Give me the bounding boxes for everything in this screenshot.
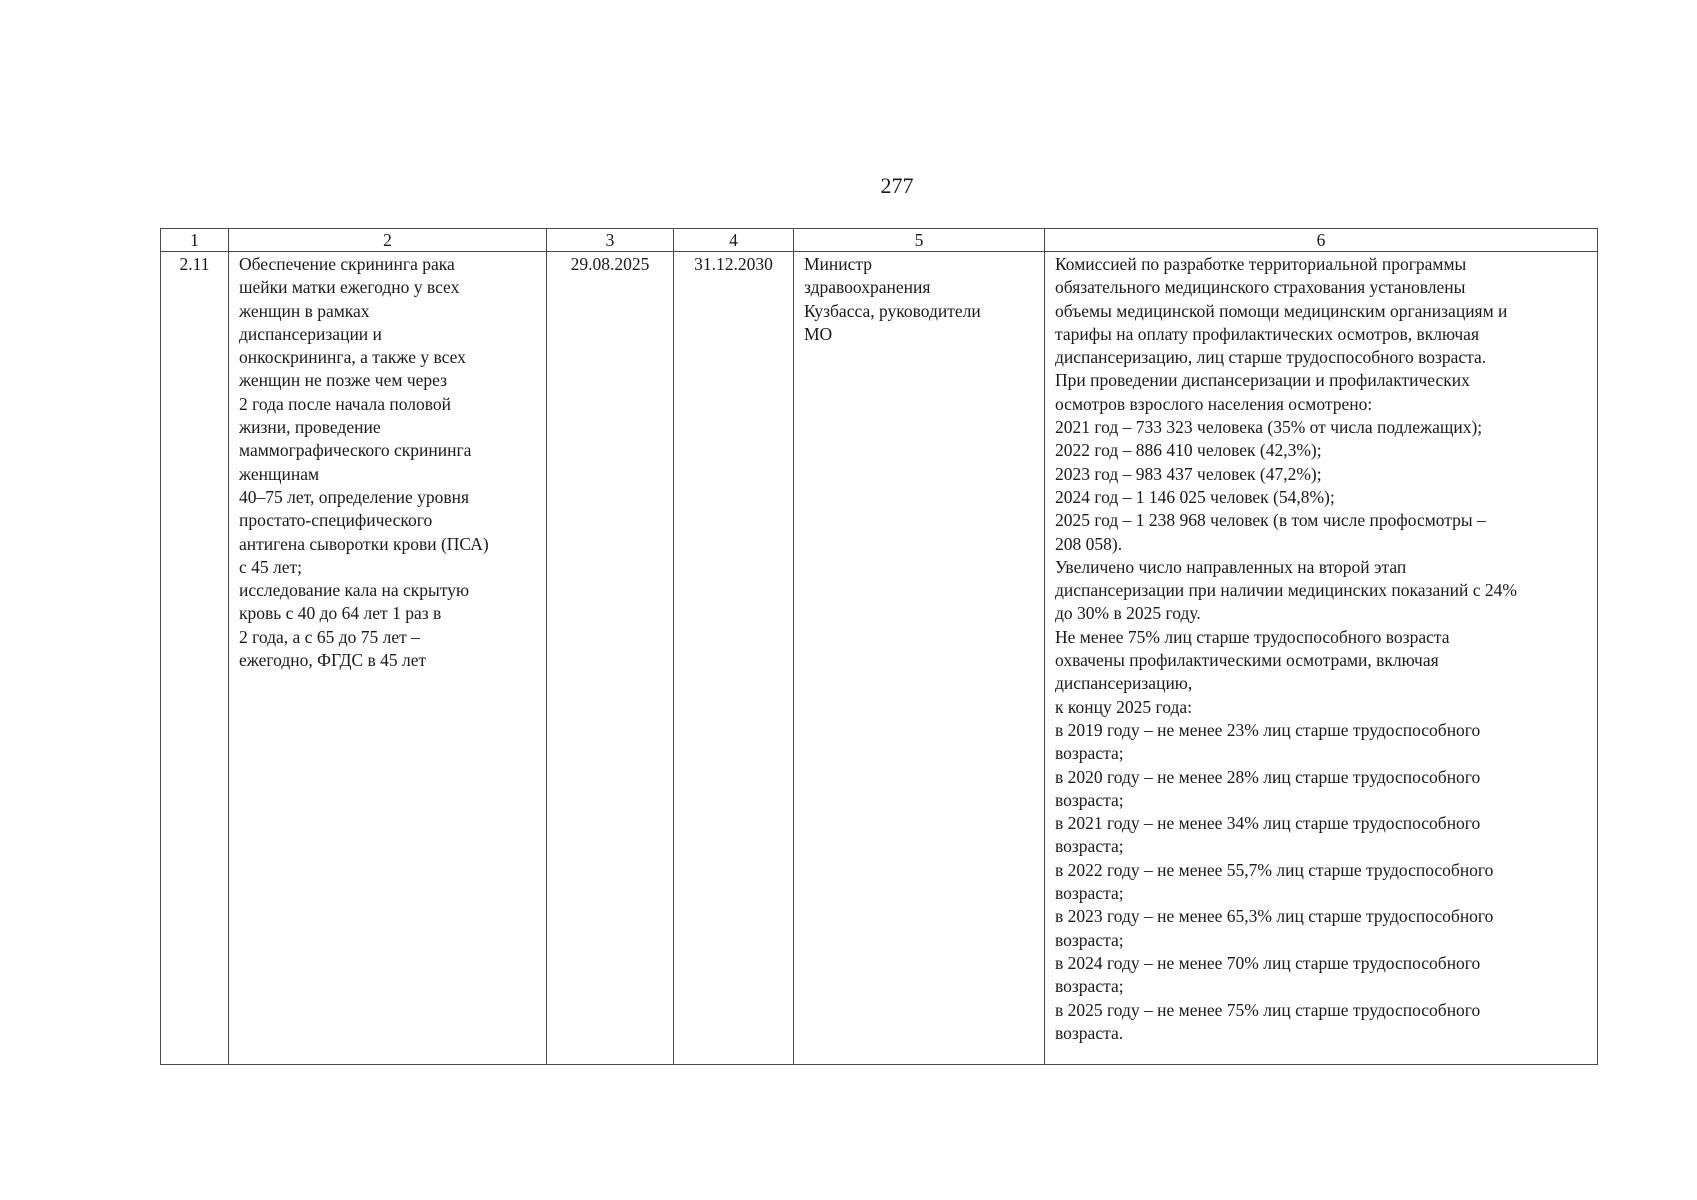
measure-text-line: женщин не позже чем через — [239, 370, 448, 391]
result-text-line: возраста. — [1055, 1022, 1124, 1043]
responsible-text-line: Кузбасса, руководители — [804, 300, 981, 321]
table-row — [161, 252, 1598, 1065]
result-text-line: в 2025 году – не менее 75% лиц старше трудоспособного — [1055, 999, 1481, 1020]
result-text-line: возраста; — [1055, 836, 1124, 857]
column-number-header: 3 — [547, 229, 674, 252]
result-text-line: диспансеризации при наличии медицинских показаний с 24% — [1055, 580, 1517, 601]
row-number-cell: 2.11 — [161, 252, 229, 1065]
start-date-cell: 29.08.2025 — [547, 252, 674, 1065]
result-text-line: осмотров взрослого населения осмотрено: — [1055, 393, 1373, 414]
end-date-cell: 31.12.2030 — [674, 252, 794, 1065]
result-text-line: диспансеризацию, лиц старше трудоспособного возраста. — [1055, 347, 1487, 368]
measure-text-line: женщинам — [239, 463, 320, 484]
measure-text-line: ежегодно, ФГДС в 45 лет — [239, 650, 427, 671]
result-text-line: 2022 год – 886 410 человек (42,3%); — [1055, 440, 1322, 461]
responsible-text — [804, 253, 1034, 346]
result-text-line: возраста; — [1055, 929, 1124, 950]
measure-text-line: кровь с 40 до 64 лет 1 раз в — [239, 603, 442, 624]
measure-text-line: 40–75 лет, определение уровня — [239, 486, 470, 507]
result-text-line: диспансеризацию, — [1055, 673, 1193, 694]
result-cell — [1045, 252, 1598, 1065]
result-text-line: объемы медицинской помощи медицинским организациям и — [1055, 300, 1508, 321]
result-text-line: возраста; — [1055, 883, 1124, 904]
measure-text-line: женщин в рамках — [239, 300, 370, 321]
result-text-line: 2023 год – 983 437 человек (47,2%); — [1055, 463, 1322, 484]
measure-text-line: шейки матки ежегодно у всех — [239, 277, 460, 298]
result-text-line: обязательного медицинского страхования установлены — [1055, 277, 1466, 298]
result-text-line: 2021 год – 733 323 человека (35% от числа подлежащих); — [1055, 417, 1483, 438]
result-text-line: 2025 год – 1 238 968 человек (в том числе профосмотры – — [1055, 510, 1486, 531]
measure-text-line: Обеспечение скрининга рака — [239, 254, 455, 274]
result-text-line: до 30% в 2025 году. — [1055, 603, 1201, 624]
result-text-line: возраста; — [1055, 789, 1124, 810]
column-number-header: 1 — [161, 229, 229, 252]
result-text-line: Не менее 75% лиц старше трудоспособного возраста — [1055, 626, 1450, 647]
result-text-line: возраста; — [1055, 976, 1124, 997]
column-number-header: 5 — [794, 229, 1045, 252]
measure-text-line: простато-специфического — [239, 510, 433, 531]
table-header-row — [161, 229, 1598, 252]
result-text-line: 208 058). — [1055, 533, 1123, 554]
result-text-line: тарифы на оплату профилактических осмотров, включая — [1055, 323, 1479, 344]
responsible-text-line: МО — [804, 323, 833, 344]
column-number-header: 4 — [674, 229, 794, 252]
measure-text-line: жизни, проведение — [239, 417, 381, 438]
result-text-line: 2024 год – 1 146 025 человек (54,8%); — [1055, 486, 1335, 507]
column-number-header: 2 — [229, 229, 547, 252]
measure-text — [239, 253, 536, 672]
result-text-line: Увеличено число направленных на второй этап — [1055, 556, 1407, 577]
result-text-line: в 2024 году – не менее 70% лиц старше трудоспособного — [1055, 952, 1481, 973]
measures-table — [160, 228, 1598, 1065]
result-text-line: в 2020 году – не менее 28% лиц старше трудоспособного — [1055, 766, 1481, 787]
page-number: 277 — [880, 173, 914, 198]
measure-text-line: антигена сыворотки крови (ПСА) — [239, 533, 489, 554]
column-number-header: 6 — [1045, 229, 1598, 252]
result-text-line: в 2023 году – не менее 65,3% лиц старше трудоспособного — [1055, 906, 1494, 927]
measure-text-line: 2 года, а с 65 до 75 лет – — [239, 626, 420, 647]
result-text-line: в 2019 году – не менее 23% лиц старше трудоспособного — [1055, 719, 1481, 740]
measure-text-line: с 45 лет; — [239, 556, 303, 577]
measure-text-line: диспансеризации и — [239, 323, 382, 344]
result-text-line: Комиссией по разработке территориальной программы — [1055, 254, 1467, 274]
measure-text-line: онкоскрининга, а также у всех — [239, 347, 466, 368]
measure-text-line: исследование кала на скрытую — [239, 580, 470, 601]
measure-text-line: маммографического скрининга — [239, 440, 472, 461]
result-text-line: к концу 2025 года: — [1055, 696, 1192, 717]
measure-cell — [229, 252, 547, 1065]
responsible-cell — [794, 252, 1045, 1065]
responsible-text-line: Министр — [804, 254, 873, 274]
result-text-line: в 2022 году – не менее 55,7% лиц старше трудоспособного — [1055, 859, 1494, 880]
responsible-text-line: здравоохранения — [804, 277, 931, 298]
result-text — [1055, 253, 1587, 1045]
result-text-line: в 2021 году – не менее 34% лиц старше трудоспособного — [1055, 813, 1481, 834]
measure-text-line: 2 года после начала половой — [239, 393, 452, 414]
result-text-line: возраста; — [1055, 743, 1124, 764]
result-text-line: охвачены профилактическими осмотрами, включая — [1055, 650, 1439, 671]
result-text-line: При проведении диспансеризации и профилактических — [1055, 370, 1470, 391]
